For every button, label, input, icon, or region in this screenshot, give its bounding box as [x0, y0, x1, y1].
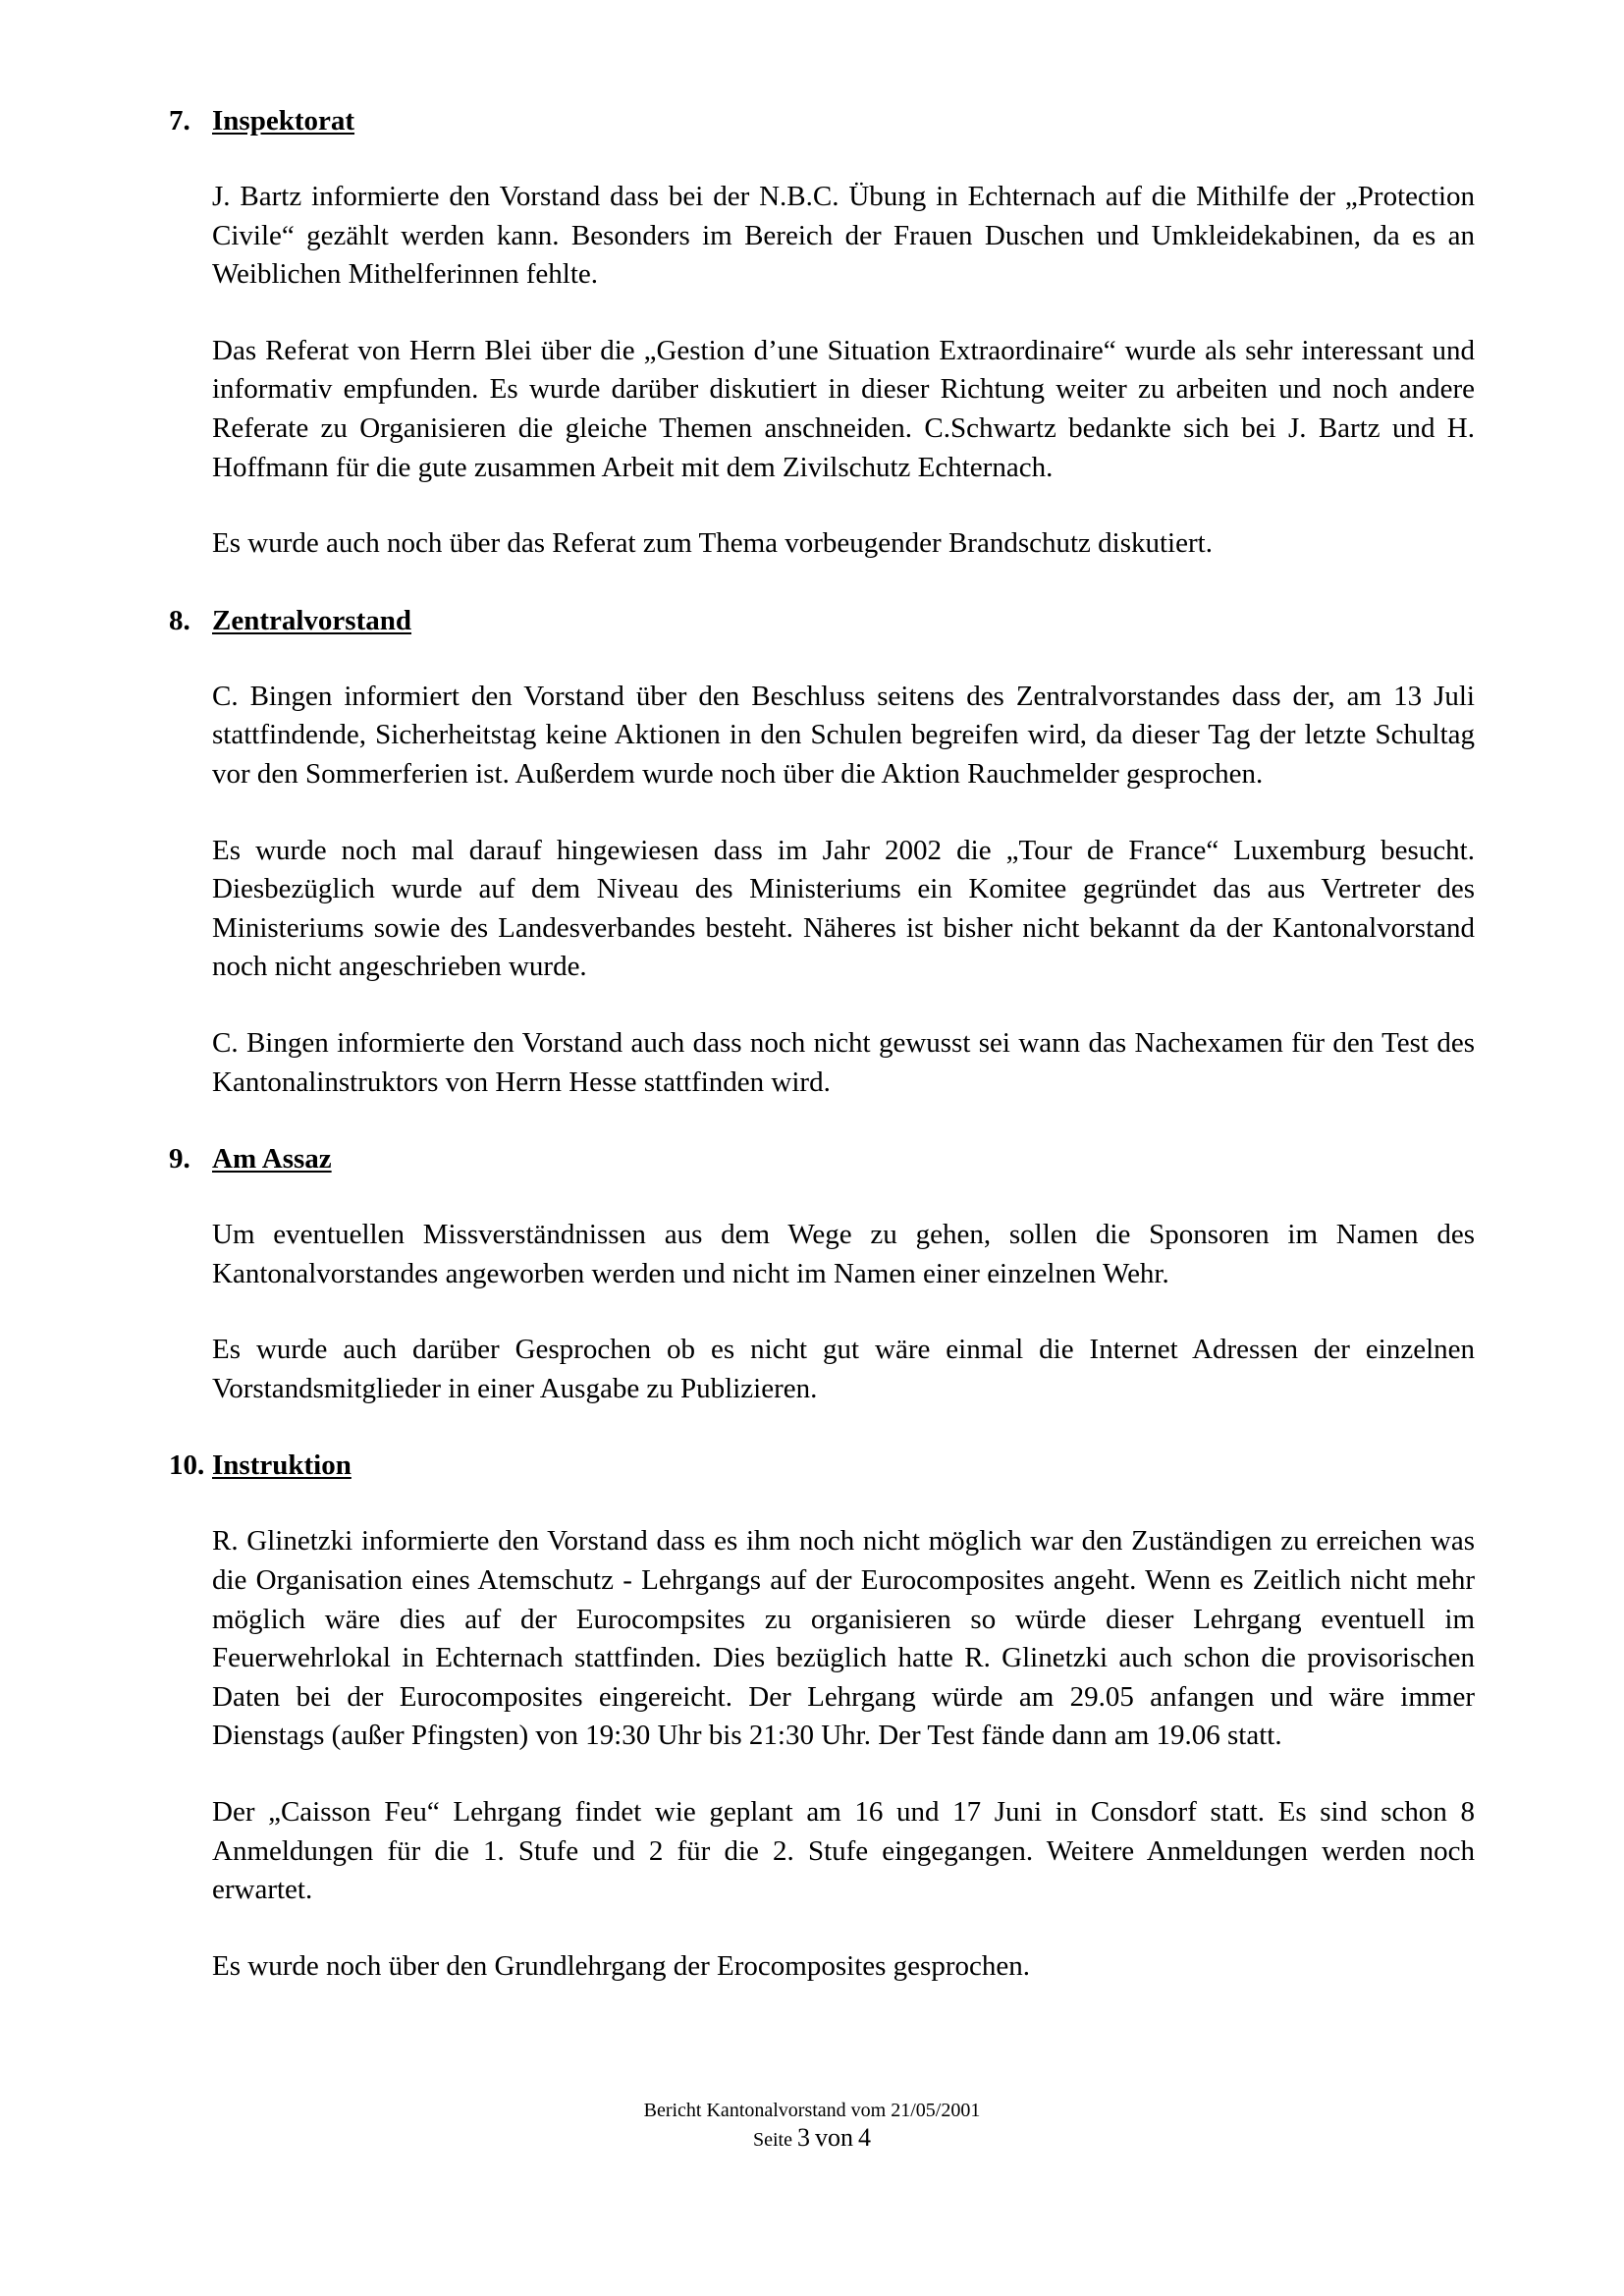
section-number: 8.	[169, 604, 190, 636]
document-body	[169, 101, 1475, 2023]
paragraph: C. Bingen informiert den Vorstand über den Beschluss seitens des Zentralvorstandes dass der, am 13 Juli stattfindende, Sicherheitstag keine Aktionen in den Schulen begreifen wird, da dieser Tag der letzte Schultag vor den Sommerferien ist. Außerdem wurde noch über die Aktion Rauchmelder gesprochen.	[212, 680, 1475, 790]
section-heading	[169, 101, 1475, 140]
section-title: Am Assaz	[212, 1143, 332, 1175]
section-title: Zentralvorstand	[212, 604, 411, 636]
section-number: 7.	[169, 105, 190, 137]
paragraph: Um eventuellen Missverständnissen aus dem Wege zu gehen, sollen die Sponsoren im Namen des Kantonalvorstandes angeworben werden und nicht im Namen einer einzelnen Wehr.	[212, 1219, 1475, 1289]
page-total: 4	[858, 2123, 871, 2152]
section-heading	[169, 601, 1475, 640]
paragraph: Es wurde noch über den Grundlehrgang der Erocomposites gesprochen.	[212, 1949, 1030, 1982]
section-zentralvorstand	[169, 601, 1475, 1102]
page-number: 3	[797, 2123, 810, 2152]
section-inspektorat	[169, 101, 1475, 564]
paragraph: Der „Caisson Feu“ Lehrgang findet wie geplant am 16 und 17 Juni in Consdorf statt. Es sind schon 8 Anmeldungen für die 1. Stufe und 2 für die 2. Stufe eingegangen. Weitere Anmeldungen werden noch erwartet.	[212, 1796, 1475, 1906]
paragraph: Das Referat von Herrn Blei über die „Gestion d’une Situation Extraordinaire“ wurde als sehr interessant und informativ empfunden. Es wurde darüber diskutiert in dieser Richtung weiter zu arbeiten und noch andere Referate zu Organisieren die gleiche Themen anschneiden. C.Schwartz bedankte sich bei J. Bartz und H. Hoffmann für die gute zusammen Arbeit mit dem Zivilschutz Echternach.	[212, 334, 1475, 483]
footer-report-line: Bericht Kantonalvorstand vom 21/05/2001	[643, 2100, 981, 2121]
page-of: von	[815, 2123, 853, 2152]
section-number: 10.	[169, 1449, 205, 1482]
paragraph: R. Glinetzki informierte den Vorstand dass es ihm noch nicht möglich war den Zuständigen zu erreichen was die Organisation eines Atemschutz - Lehrgangs auf der Eurocomposites angeht. Wenn es Zeitlich nicht mehr möglich wäre dies auf der Eurocompsites zu organisieren so würde dieser Lehrgang eventuell im Feuerwehrlokal in Echternach stattfinden. Dies bezüglich hatte R. Glinetzki auch schon die provisorischen Daten bei der Eurocomposites eingereicht. Der Lehrgang würde am 29.05 anfangen und wäre immer Dienstags (außer Pfingsten) von 19:30 Uhr bis 21:30 Uhr. Der Test fände dann am 19.06 statt.	[212, 1525, 1475, 1752]
section-heading	[169, 1139, 1475, 1178]
section-instruktion	[169, 1446, 1475, 1986]
section-am-assaz	[169, 1139, 1475, 1408]
footer-page-indicator	[0, 2124, 1624, 2154]
paragraph: Es wurde noch mal darauf hingewiesen dass im Jahr 2002 die „Tour de France“ Luxemburg besucht. Diesbezüglich wurde auf dem Niveau des Ministeriums ein Komitee gegründet das aus Vertreter des Ministeriums sowie des Landesverbandes besteht. Näheres ist bisher nicht bekannt da der Kantonalvorstand noch nicht angeschrieben wurde.	[212, 834, 1475, 983]
page-prefix: Seite	[753, 2129, 792, 2151]
section-number: 9.	[169, 1143, 190, 1175]
section-title: Inspektorat	[212, 105, 355, 137]
section-heading	[169, 1446, 1475, 1485]
section-title: Instruktion	[212, 1449, 352, 1482]
paragraph: Es wurde auch darüber Gesprochen ob es nicht gut wäre einmal die Internet Adressen der einzelnen Vorstandsmitglieder in einer Ausgabe zu Publizieren.	[212, 1334, 1475, 1404]
paragraph: C. Bingen informierte den Vorstand auch dass noch nicht gewusst sei wann das Nachexamen für den Test des Kantonalinstruktors von Herrn Hesse stattfinden wird.	[212, 1026, 1475, 1098]
paragraph: J. Bartz informierte den Vorstand dass bei der N.B.C. Übung in Echternach auf die Mithilfe der „Protection Civile“ gezählt werden kann. Besonders im Bereich der Frauen Duschen und Umkleidekabinen, da es an Weiblichen Mithelferinnen fehlte.	[212, 181, 1475, 291]
page-footer	[0, 2097, 1624, 2154]
paragraph: Es wurde auch noch über das Referat zum Thema vorbeugender Brandschutz diskutiert.	[212, 527, 1213, 560]
